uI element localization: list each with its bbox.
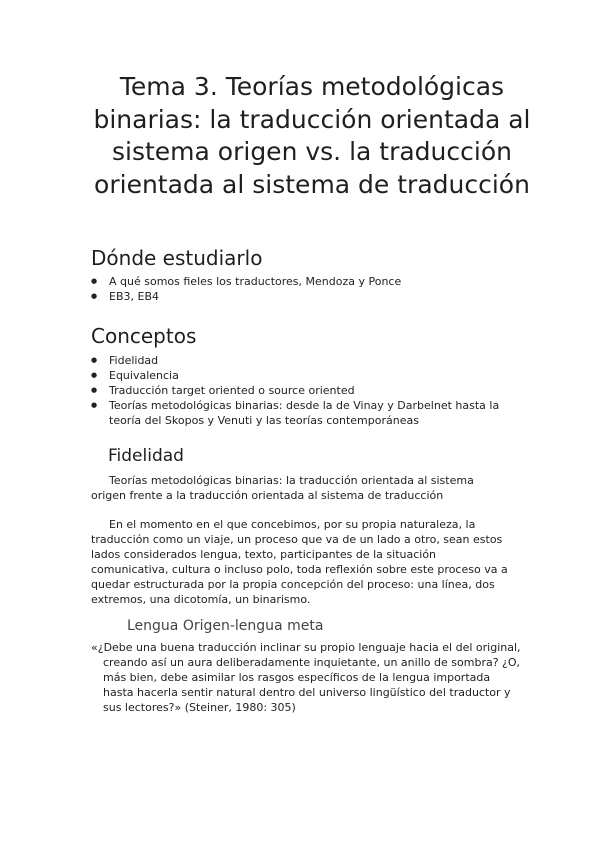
list-item: ● A qué somos fieles los traductores, Mendoza y Ponce bbox=[91, 274, 521, 289]
heading-lengua-origen-meta: Lengua Origen-lengua meta bbox=[127, 618, 324, 634]
conceptos-list bbox=[91, 353, 521, 428]
list-item: ● EB3, EB4 bbox=[91, 289, 521, 304]
page-title: Tema 3. Teorías metodológicas binarias: la traducción orientada al sistema origen vs. la traducción orientada al sistema de traducción bbox=[93, 72, 531, 199]
paragraph-fidelidad-body: En el momento en el que concebimos, por su propia naturaleza, la traducción como un viaje, un proceso que va de un lado a otro, sean estos lados considerados lengua, texto, participantes de la situación comunicativa, cultura o incluso polo, toda reflexión sobre este proceso va a quedar estructurada por la propia concepción del proceso: una línea, dos extremos, una dicotomía, un binarismo. bbox=[91, 518, 508, 606]
list-item: ● Fidelidad bbox=[91, 353, 521, 368]
steiner-quote: «¿Debe una buena traducción inclinar su propio lenguaje hacia el del original, creando así un aura deliberadamente inquietante, un anillo de sombra? ¿O, más bien, debe asimilar los rasgos específicos de la lengua importada hasta hacerla sentir natural dentro del universo lingüístico del traductor y sus lectores?» (Steiner, 1980: 305) bbox=[91, 641, 521, 714]
heading-fidelidad: Fidelidad bbox=[108, 446, 184, 466]
donde-list bbox=[91, 274, 521, 304]
list-item: ● Equivalencia bbox=[91, 368, 521, 383]
paragraph-fidelidad-intro: Teorías metodológicas binarias: la traducción orientada al sistema origen frente a la traducción orientada al sistema de traducción bbox=[91, 474, 474, 502]
heading-conceptos: Conceptos bbox=[91, 324, 197, 348]
list-item: ● Traducción target oriented o source oriented bbox=[91, 383, 521, 398]
list-item: ● Teorías metodológicas binarias: desde la de Vinay y Darbelnet hasta la teoría del Skopos y Venuti y las teorías contemporáneas bbox=[91, 398, 521, 428]
heading-donde-estudiarlo: Dónde estudiarlo bbox=[91, 246, 263, 270]
